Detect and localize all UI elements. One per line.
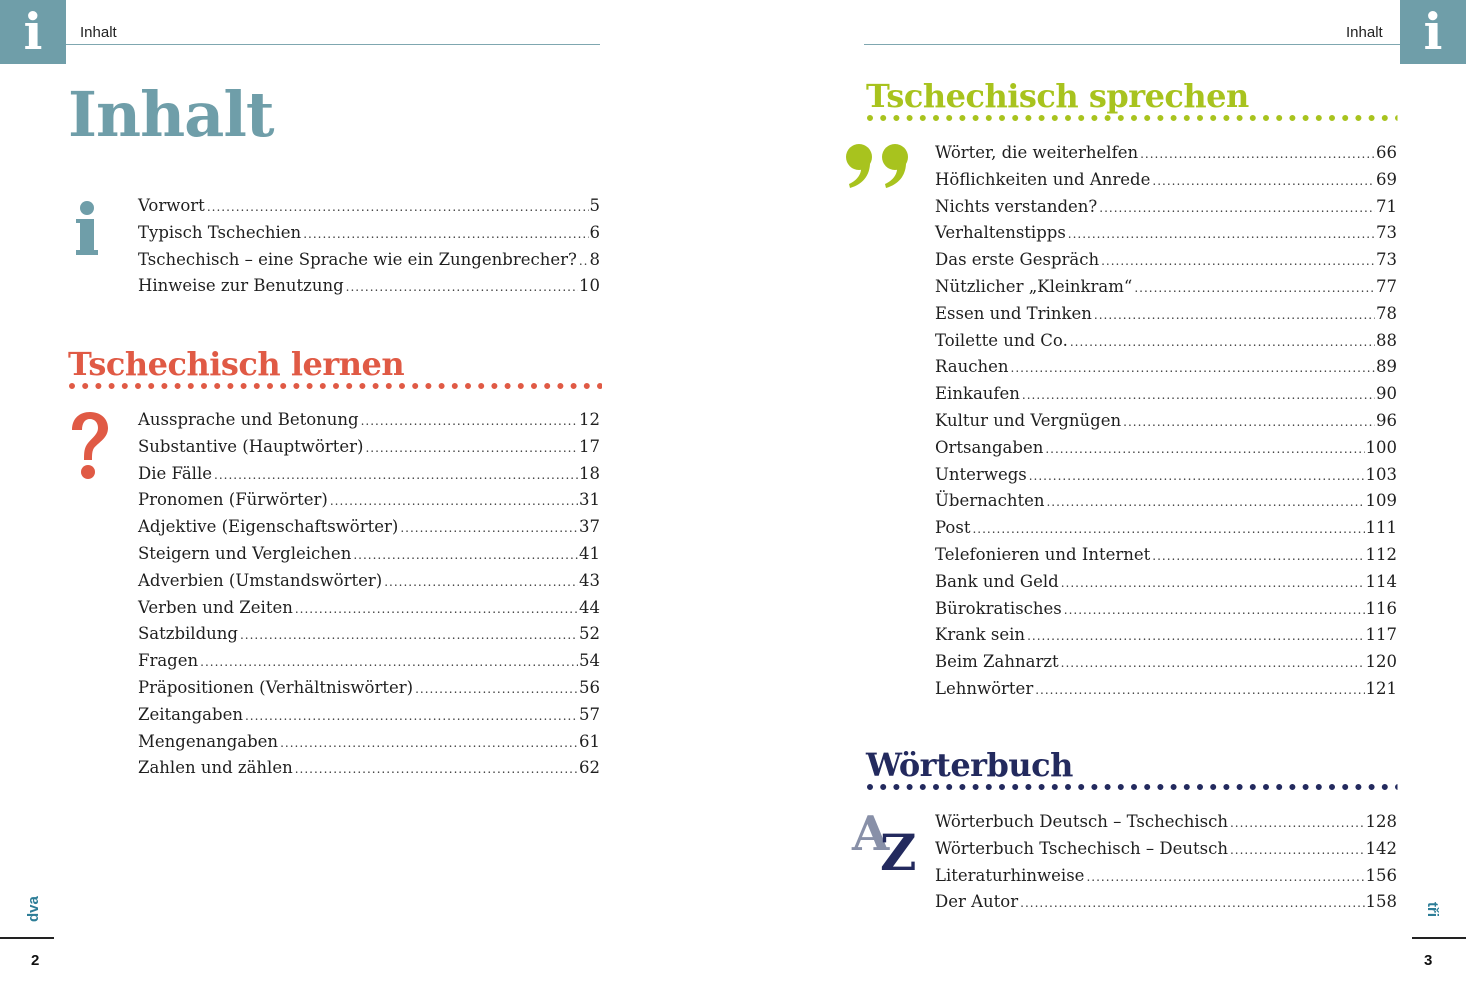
quote-marks-icon	[844, 142, 914, 190]
toc-entry[interactable]: Nichts verstanden? ..... 71	[935, 197, 1397, 224]
toc-entry[interactable]: Literaturhinweise ..... 156	[935, 866, 1397, 893]
toc-entry[interactable]: Rauchen ..... 89	[935, 357, 1397, 384]
header-rule-right	[864, 44, 1400, 45]
toc-entry[interactable]: Verben und Zeiten ..... 44	[138, 598, 600, 625]
toc-entry[interactable]: Beim Zahnarzt ..... 120	[935, 652, 1397, 679]
running-header-left: Inhalt	[80, 24, 117, 41]
toc-entry[interactable]: Adverbien (Umstandswörter) ..... 43	[138, 571, 600, 598]
toc-entry[interactable]: Höflichkeiten und Anrede ..... 69	[935, 170, 1397, 197]
toc-entry[interactable]: Post ..... 111	[935, 518, 1397, 545]
toc-intro-list	[138, 196, 600, 303]
toc-entry[interactable]: Fragen ..... 54	[138, 651, 600, 678]
toc-entry[interactable]: Satzbildung ..... 52	[138, 624, 600, 651]
toc-entry[interactable]: Substantive (Hauptwörter) ..... 17	[138, 437, 600, 464]
toc-entry[interactable]: Nützlicher „Kleinkram“ ..... 77	[935, 277, 1397, 304]
letter-a: A	[852, 806, 890, 862]
toc-entry[interactable]: Präpositionen (Verhältniswörter) ..... 56	[138, 678, 600, 705]
toc-entry[interactable]: Wörterbuch Tschechisch – Deutsch ..... 142	[935, 839, 1397, 866]
toc-entry[interactable]: Die Fälle ..... 18	[138, 464, 600, 491]
toc-entry[interactable]: Typisch Tschechien ..... 6	[138, 223, 600, 250]
toc-entry[interactable]: Toilette und Co. ..... 88	[935, 331, 1397, 358]
toc-entry[interactable]: Hinweise zur Benutzung ..... 10	[138, 276, 600, 303]
page-word-left: dva	[25, 896, 42, 922]
toc-entry[interactable]: Vorwort ..... 5	[138, 196, 600, 223]
toc-entry[interactable]: Zeitangaben ..... 57	[138, 705, 600, 732]
toc-entry[interactable]: Steigern und Vergleichen ..... 41	[138, 544, 600, 571]
toc-woerterbuch-list	[935, 812, 1397, 919]
section-title-sprechen: Tschechisch sprechen	[866, 77, 1249, 115]
toc-entry[interactable]: Der Autor ..... 158	[935, 892, 1397, 919]
toc-entry[interactable]: Ortsangaben ..... 100	[935, 438, 1397, 465]
toc-entry[interactable]: Verhaltenstipps ..... 73	[935, 223, 1397, 250]
footer-rule-right	[1412, 937, 1466, 939]
toc-entry[interactable]: Einkaufen ..... 90	[935, 384, 1397, 411]
toc-lernen-list	[138, 410, 600, 785]
toc-entry[interactable]: Das erste Gespräch ..... 73	[935, 250, 1397, 277]
section-title-woerterbuch: Wörterbuch	[866, 746, 1073, 784]
toc-entry[interactable]: Lehnwörter ..... 121	[935, 679, 1397, 706]
toc-entry[interactable]: Wörterbuch Deutsch – Tschechisch ..... 128	[935, 812, 1397, 839]
toc-entry[interactable]: Zahlen und zählen ..... 62	[138, 758, 600, 785]
page-word-right: tři	[1424, 902, 1441, 917]
question-mark-icon	[66, 410, 112, 482]
running-header-right: Inhalt	[1346, 24, 1383, 41]
toc-entry[interactable]: Bank und Geld ..... 114	[935, 572, 1397, 599]
section-title-lernen: Tschechisch lernen	[68, 345, 405, 383]
toc-sprechen-list	[935, 143, 1397, 706]
toc-entry[interactable]: Übernachten ..... 109	[935, 491, 1397, 518]
footer-rule-left	[0, 937, 54, 939]
toc-entry[interactable]: Unterwegs ..... 103	[935, 465, 1397, 492]
toc-entry[interactable]: Pronomen (Fürwörter) ..... 31	[138, 490, 600, 517]
toc-entry[interactable]: Adjektive (Eigenschaftswörter) ..... 37	[138, 517, 600, 544]
letter-z: Z	[880, 823, 917, 882]
page-title: Inhalt	[68, 78, 274, 151]
dotted-rule-sprechen	[866, 114, 1400, 122]
dotted-rule-lernen	[68, 382, 602, 390]
toc-entry[interactable]: Bürokratisches ..... 116	[935, 599, 1397, 626]
info-icon: i	[1423, 2, 1443, 61]
info-icon	[72, 198, 102, 260]
header-info-box-left	[0, 0, 66, 64]
toc-entry[interactable]: Kultur und Vergnügen ..... 96	[935, 411, 1397, 438]
a-z-dictionary-icon	[852, 806, 918, 882]
dotted-rule-woerterbuch	[866, 783, 1400, 791]
header-rule-left	[66, 44, 600, 45]
toc-entry[interactable]: Krank sein ..... 117	[935, 625, 1397, 652]
header-info-box-right	[1400, 0, 1466, 64]
toc-entry[interactable]: Tschechisch – eine Sprache wie ein Zungenbrecher? ..... 8	[138, 250, 600, 277]
toc-entry[interactable]: Wörter, die weiterhelfen ..... 66	[935, 143, 1397, 170]
toc-entry[interactable]: Mengenangaben ..... 61	[138, 732, 600, 759]
page-number-right: 3	[1424, 952, 1433, 969]
toc-entry[interactable]: Telefonieren und Internet ..... 112	[935, 545, 1397, 572]
toc-entry[interactable]: Aussprache und Betonung ..... 12	[138, 410, 600, 437]
toc-entry[interactable]: Essen und Trinken ..... 78	[935, 304, 1397, 331]
info-icon: i	[23, 2, 43, 61]
page-number-left: 2	[31, 952, 40, 969]
